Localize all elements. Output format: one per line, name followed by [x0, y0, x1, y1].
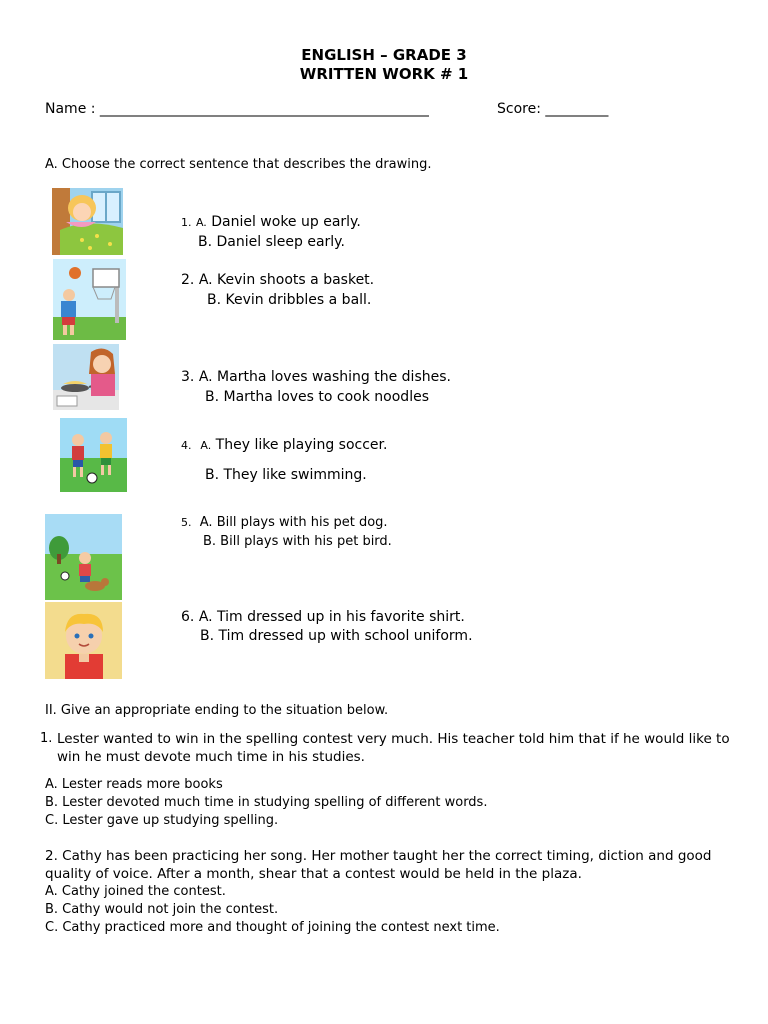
- item-3-option-a: 3. A. Martha loves washing the dishes.: [181, 369, 451, 385]
- score-label: Score:: [497, 101, 546, 117]
- item-5-option-a: 5. A. Bill plays with his pet dog.: [181, 515, 388, 530]
- question-1-text: Lester wanted to win in the spelling contest very much. His teacher told him that if he would like to win he must devote much time in his studies.: [57, 731, 730, 765]
- item-6-option-a: 6. A. Tim dressed up in his favorite shirt.: [181, 609, 465, 625]
- item-2-option-a: 2. A. Kevin shoots a basket.: [181, 272, 375, 288]
- item-1-option-a: 1. A. Daniel woke up early.: [181, 214, 361, 230]
- question-1-number: 1.: [40, 731, 53, 746]
- question-2-choice-b: B. Cathy would not join the contest.: [45, 902, 279, 917]
- picture-boy-in-shirt: [45, 602, 122, 679]
- score-blank: _________: [545, 101, 609, 117]
- item-2-option-b: B. Kevin dribbles a ball.: [207, 292, 372, 308]
- item-3-option-b: B. Martha loves to cook noodles: [205, 389, 429, 405]
- score-field: [497, 101, 608, 117]
- question-1-choice-a: A. Lester reads more books: [45, 777, 223, 792]
- picture-boy-with-dog: [45, 514, 122, 600]
- picture-boy-basketball: [53, 259, 126, 340]
- question-2-choice-a: A. Cathy joined the contest.: [45, 884, 226, 899]
- name-label: Name :: [45, 101, 100, 117]
- question-2-text: 2. Cathy has been practicing her song. Her mother taught her the correct timing, diction and good quality of voice. After a month, shear that a contest would be held in the plaza.: [45, 848, 712, 882]
- worksheet-title: ENGLISH – GRADE 3: [301, 46, 467, 64]
- picture-girl-waking: [52, 188, 123, 255]
- item-4-option-b: B. They like swimming.: [205, 467, 367, 483]
- question-1-choice-b: B. Lester devoted much time in studying spelling of different words.: [45, 795, 488, 810]
- item-1-option-b: B. Daniel sleep early.: [198, 234, 345, 250]
- picture-girl-cooking: [53, 344, 119, 410]
- question-1-choice-c: C. Lester gave up studying spelling.: [45, 813, 279, 828]
- section-b-instruction: II. Give an appropriate ending to the situation below.: [45, 703, 389, 718]
- picture-kids-soccer: [60, 418, 127, 492]
- name-field: [45, 101, 429, 117]
- item-4-option-a: 4. A. They like playing soccer.: [181, 437, 388, 453]
- item-6-option-b: B. Tim dressed up with school uniform.: [200, 628, 473, 644]
- name-blank: _______________________________________________: [99, 101, 429, 117]
- section-a-instruction: A. Choose the correct sentence that describes the drawing.: [45, 157, 432, 172]
- item-5-option-b: B. Bill plays with his pet bird.: [203, 534, 392, 549]
- question-2-choice-c: C. Cathy practiced more and thought of joining the contest next time.: [45, 920, 500, 935]
- worksheet-subtitle: WRITTEN WORK # 1: [299, 65, 469, 83]
